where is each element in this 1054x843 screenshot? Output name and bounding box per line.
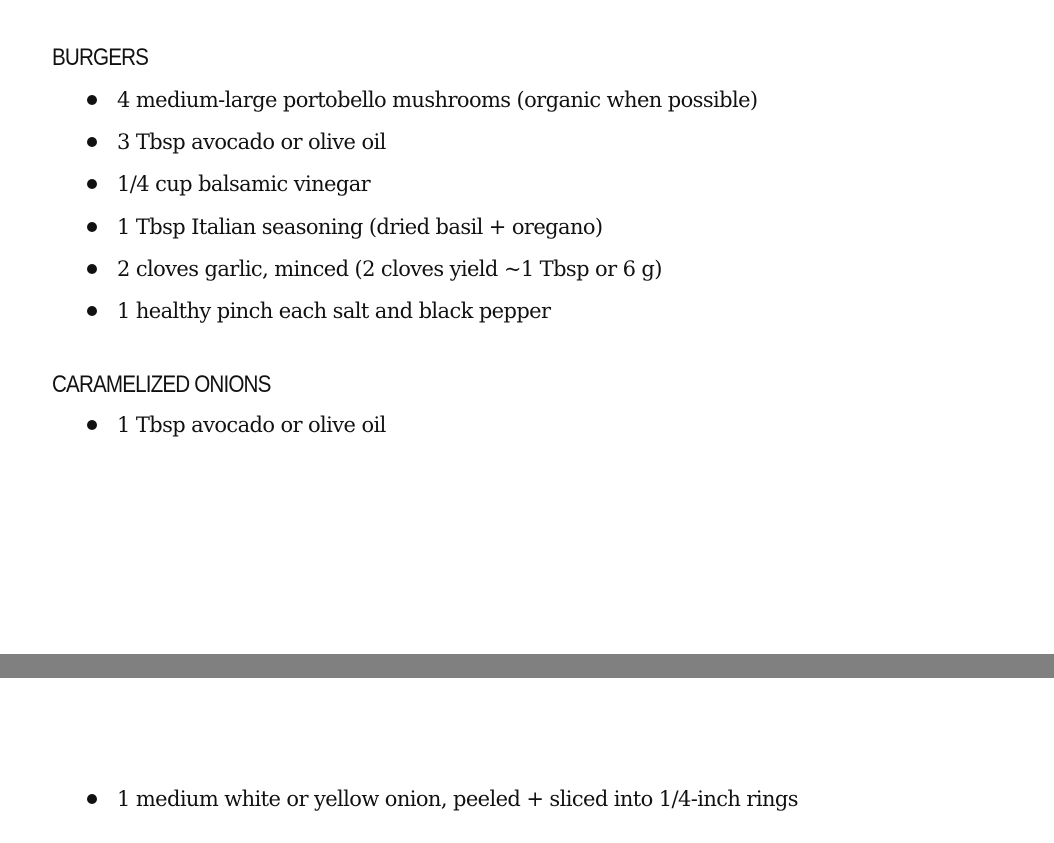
ingredient-text: 2 cloves garlic, minced (2 cloves yield ~1 Tbsp or 6 g) bbox=[117, 256, 662, 281]
section-heading-burgers: BURGERS bbox=[52, 44, 149, 71]
list-item bbox=[0, 163, 758, 205]
onions-ingredient-list bbox=[0, 404, 386, 446]
onions-ingredient-list-continued bbox=[0, 778, 798, 820]
list-item bbox=[0, 290, 758, 332]
bullet-icon bbox=[87, 179, 97, 189]
list-item bbox=[0, 121, 758, 163]
bullet-icon bbox=[87, 420, 97, 430]
list-item bbox=[0, 248, 758, 290]
ingredient-text: 1 healthy pinch each salt and black pepper bbox=[117, 298, 551, 323]
bullet-icon bbox=[87, 95, 97, 105]
list-item bbox=[0, 79, 758, 121]
list-item bbox=[0, 404, 386, 446]
section-heading-caramelized-onions: CARAMELIZED ONIONS bbox=[52, 371, 271, 398]
ingredient-text: 1 Tbsp avocado or olive oil bbox=[117, 413, 386, 437]
ingredient-text: 4 medium-large portobello mushrooms (organic when possible) bbox=[117, 88, 758, 112]
bullet-icon bbox=[87, 137, 97, 147]
bullet-icon bbox=[87, 264, 97, 274]
bullet-icon bbox=[87, 222, 97, 232]
ingredient-text: 1 Tbsp Italian seasoning (dried basil + oregano) bbox=[117, 214, 603, 239]
bullet-icon bbox=[87, 306, 97, 316]
burgers-ingredient-list bbox=[0, 79, 758, 332]
ingredient-text: 3 Tbsp avocado or olive oil bbox=[117, 130, 386, 155]
ingredient-text: 1 medium white or yellow onion, peeled + sliced into 1/4-inch rings bbox=[117, 787, 798, 811]
bullet-icon bbox=[87, 794, 97, 804]
ingredient-text: 1/4 cup balsamic vinegar bbox=[117, 172, 371, 197]
document-page-bottom bbox=[0, 678, 1054, 843]
list-item bbox=[0, 778, 798, 820]
list-item bbox=[0, 206, 758, 248]
page-break-divider bbox=[0, 654, 1054, 678]
